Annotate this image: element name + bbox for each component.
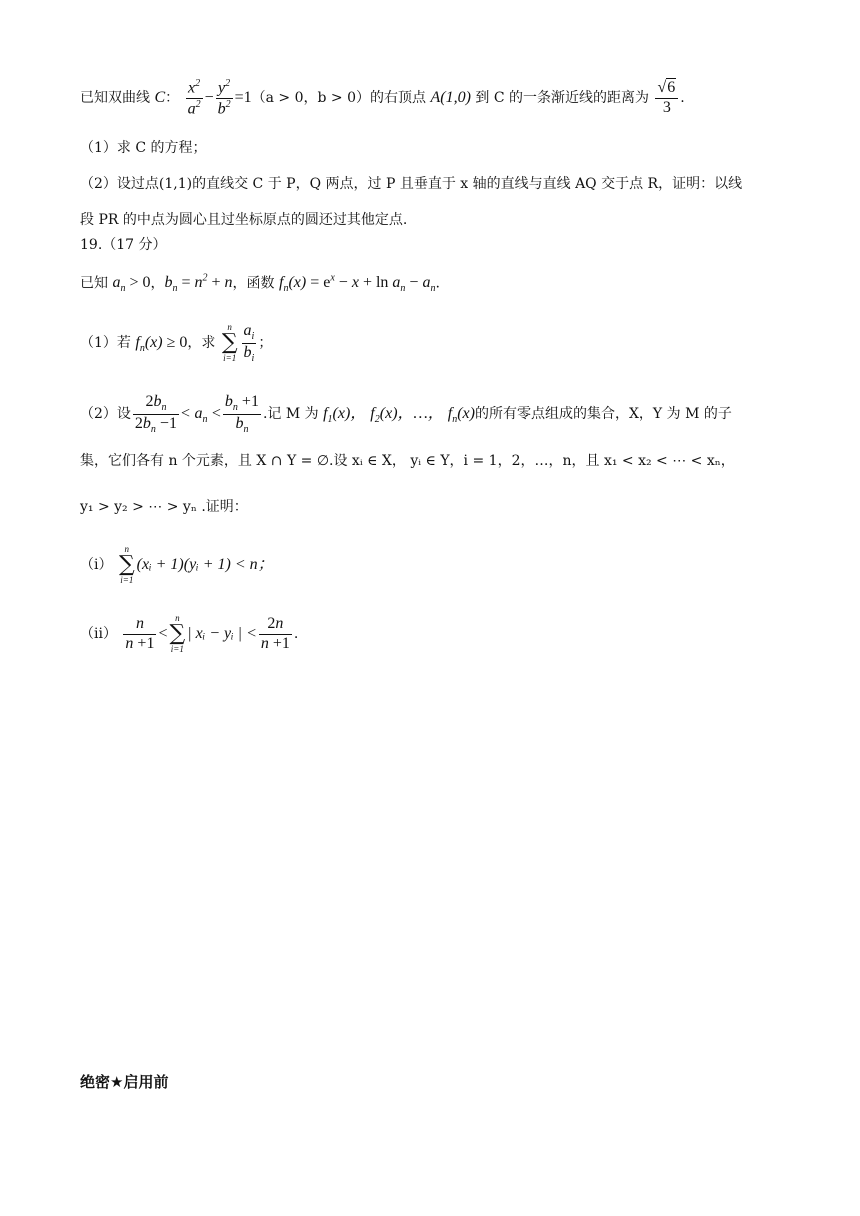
q18-part2-line2: 段 PR 的中点为圆心且过坐标原点的圆还过其他定点.	[80, 212, 408, 228]
eq-one: =1	[234, 89, 252, 107]
given-pre: 已知	[80, 275, 113, 292]
sqrt-six: 6	[667, 79, 676, 97]
q19-header: 19.（17 分）	[80, 237, 167, 253]
q19-order-line: y₁ > y₂ > ⋯ > yₙ .证明：	[80, 499, 248, 515]
b-n-def: $b_n = n^2 + n$	[164, 273, 233, 295]
frac-bn-plus1: $\frac{b_n +1}{b_n}$	[224, 393, 259, 435]
given-mid: ，函数	[232, 275, 279, 292]
part-ii-mid: | xᵢ − yᵢ | <	[187, 625, 257, 642]
vertex-point: A(1,0)	[430, 89, 471, 107]
q19-given: 已知 $a_n > 0$，$b_n = n^2 + n$，函数 $f_n(x) = e^x - x + \ln a_n - a_n$.	[80, 273, 440, 295]
condition: （a > 0，b > 0）	[251, 90, 371, 107]
q19-part-i	[80, 545, 274, 585]
frac-2bn: $\frac{2b_n}{2b_n -1}$	[134, 393, 177, 435]
frac-y2-b2: $\frac{y^2}{b^2}$	[217, 78, 231, 118]
curve-letter: C	[154, 89, 166, 107]
colon: ：	[165, 90, 180, 107]
q18-intro: 已知双曲线 C： $\frac{x^2}{a^2}$ − $\frac{y^2}{b^2}$ =1（a > 0，b > 0）的右顶点 A(1,0) 到 C 的一条渐近线的距离为 $\frac{√6}{3}$ .	[80, 78, 685, 118]
f-n-nonneg: $f_n(x) \ge 0$	[135, 334, 188, 355]
frac-x2-a2: $\frac{x^2}{a^2}$	[187, 78, 201, 118]
a-n-positive: $a_n > 0$	[112, 274, 151, 295]
frac-n-n1: $\frac{n}{n +1}$	[125, 615, 155, 652]
q18-part2-line1: （2）设过点(1,1)的直线交 C 于 P，Q 两点，过 P 且垂直于 x 轴的直线与直线 AQ 交于点 R，证明：以线	[80, 176, 743, 192]
sum-symbol: n ∑ i=1	[221, 322, 238, 364]
part-ii-label: （ii）	[80, 626, 117, 642]
q19-part2: （2）设 $\frac{2b_n}{2b_n -1}$ < $a_n$ < $\frac{b_n +1}{b_n}$ .记 M 为 $f_1(x)$， $f_2(x)$，…， $f_n(x)$的所有零点组成的集合，X，Y 为 M 的子	[80, 393, 732, 435]
q18-intro-post: 到 C 的一条渐近线的距离为	[470, 90, 649, 107]
frac-ai-bi: $\frac{a_i}{b_i}$	[243, 322, 255, 364]
denominator-three: 3	[662, 98, 671, 116]
q19-part1	[80, 322, 272, 364]
f-list: $f_1(x)$， $f_2(x)$，…， $f_n(x)$	[323, 405, 475, 426]
p2-end: 的所有零点组成的集合，X，Y 为 M 的子	[474, 406, 732, 423]
p1-mid: ，求	[187, 335, 216, 352]
q18-intro-mid: 的右顶点	[370, 90, 431, 107]
distance-fraction: $\frac{√6}{3}$	[655, 79, 678, 117]
q18-part1: （1）求 C 的方程；	[80, 140, 207, 156]
footer-heading: 绝密★启用前	[80, 1073, 169, 1091]
q19-part-ii: （ii） $\frac{n}{n +1}$ < n ∑ i=1 | xᵢ − yᵢ | < $\frac{2n}{n +1}$ .	[80, 613, 299, 654]
f-n-def: $f_n(x) = e^x - x + \ln a_n - a_n$	[279, 273, 436, 295]
p2-mid: .记 M 为	[262, 406, 319, 423]
part-i-expr: (xᵢ + 1)(yᵢ + 1) < n；	[136, 556, 274, 573]
p2-pre: （2）设	[80, 406, 131, 423]
q19-sets-line: 集，它们各有 n 个元素，且 X ∩ Y = ∅.设 xᵢ ∈ X， yᵢ ∈ Y，i = 1，2，…，n，且 x₁ < x₂ < ⋯ < xₙ，	[80, 453, 735, 469]
part-i-label: （i）	[80, 557, 113, 573]
q18-intro-pre: 已知双曲线	[80, 90, 155, 107]
p1-end: ；	[258, 335, 273, 352]
frac-2n-n1: $\frac{2n}{n +1}$	[260, 615, 290, 652]
sum-symbol-i: n ∑ i=1	[118, 544, 135, 585]
sum-symbol-ii: n ∑ i=1	[169, 613, 186, 654]
p1-pre: （1）若	[80, 335, 136, 352]
